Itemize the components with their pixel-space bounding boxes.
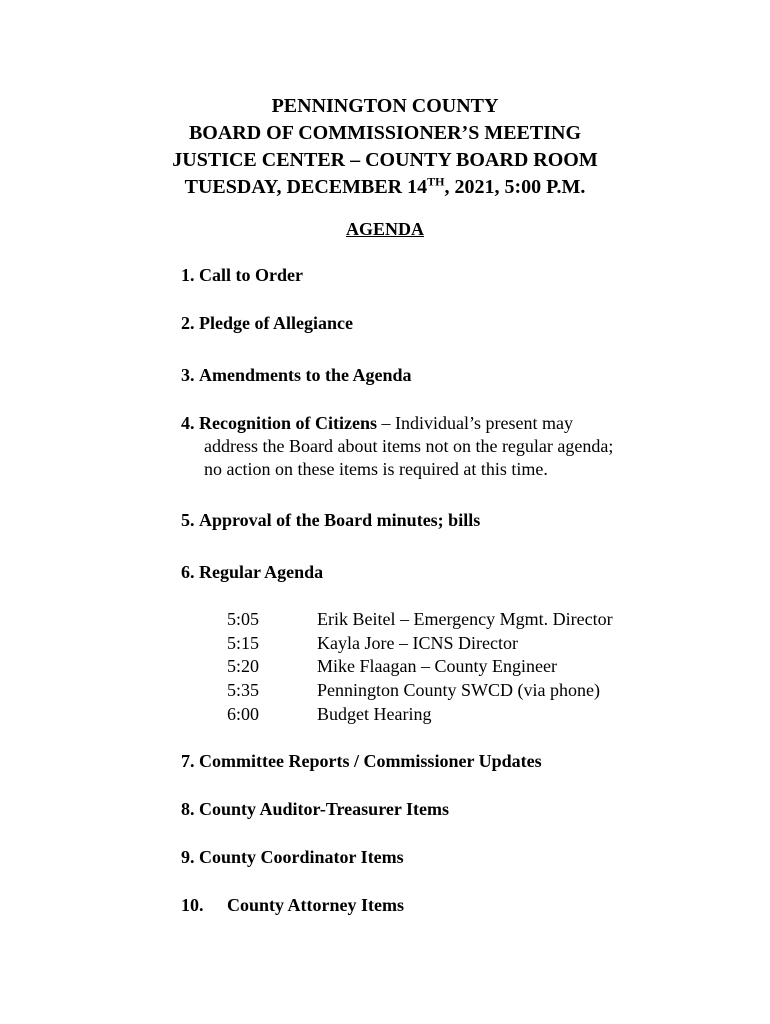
item-number: 7. [181,751,195,771]
schedule-time: 5:15 [227,633,260,653]
schedule-time: 5:20 [227,656,260,676]
item-description-line-2: address the Board about items not on the regular agenda; [204,436,614,456]
agenda-item-call-to-order [181,264,303,287]
item-label: Approval of the Board minutes; bills [199,510,481,530]
county-name: PENNINGTON COUNTY [271,95,499,117]
item-label: County Auditor-Treasurer Items [199,799,449,819]
agenda-item-pledge [181,312,353,335]
item-description: – Individual’s present may [376,413,573,433]
item-number: 8. [181,799,195,819]
agenda-item-amendments [181,364,412,387]
meeting-location: JUSTICE CENTER – COUNTY BOARD ROOM [172,149,598,171]
item-label: Pledge of Allegiance [199,313,353,333]
agenda-item-regular-agenda [181,561,323,584]
date-ordinal-suffix: TH [427,174,445,189]
agenda-item-county-attorney: County Attorney Items [227,895,404,915]
schedule-entry: Kayla Jore – ICNS Director [317,633,518,653]
item-label: County Coordinator Items [199,847,404,867]
agenda-item-coordinator [181,846,404,869]
item-number: 10. [181,895,204,915]
item-label: Recognition of Citizens [199,413,377,433]
agenda-item-recognition-of-citizens [181,412,573,435]
schedule-entry: Erik Beitel – Emergency Mgmt. Director [317,609,613,629]
item-number: 5. [181,510,195,530]
schedule-entry: Budget Hearing [317,704,432,724]
item-number: 1. [181,265,195,285]
agenda-item-auditor-treasurer [181,798,449,821]
meeting-title: BOARD OF COMMISSIONER’S MEETING [188,122,582,144]
item-number: 9. [181,847,195,867]
meeting-date-prefix: TUESDAY, DECEMBER 14 [184,176,428,198]
agenda-item-approval [181,509,480,532]
agenda-item-committee-reports [181,750,542,773]
meeting-datetime [0,174,770,201]
item-label: Committee Reports / Commissioner Updates [199,751,542,771]
item-label: Call to Order [199,265,303,285]
schedule-time: 5:05 [227,609,260,629]
item-label: Regular Agenda [199,562,324,582]
item-number: 3. [181,365,195,385]
meeting-date-suffix: , 2021, 5:00 P.M. [444,176,586,198]
item-description-line-3: no action on these items is required at this time. [204,459,548,479]
schedule-entry: Pennington County SWCD (via phone) [317,680,600,700]
item-label: Amendments to the Agenda [199,365,412,385]
schedule-time: 6:00 [227,704,260,724]
item-number: 6. [181,562,195,582]
schedule-entry: Mike Flaagan – County Engineer [317,656,557,676]
agenda-title: AGENDA [345,219,424,239]
item-number: 2. [181,313,195,333]
item-number: 4. [181,413,195,433]
meeting-header [0,93,770,201]
schedule-time: 5:35 [227,680,260,700]
